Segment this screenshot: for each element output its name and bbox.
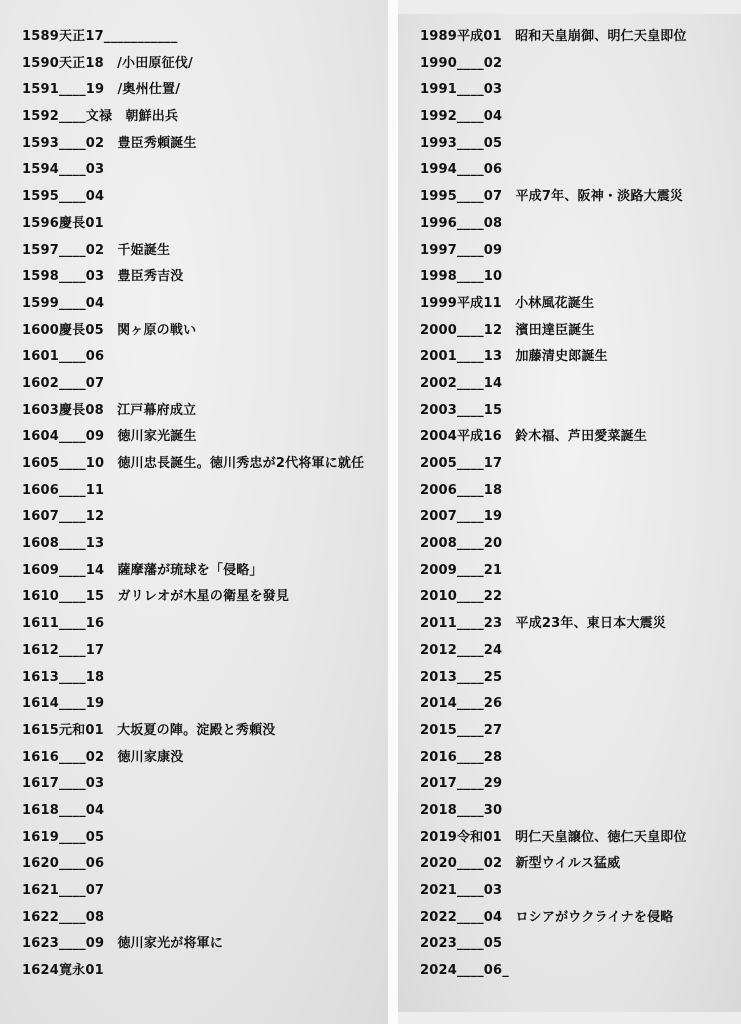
timeline-entry: 2016____28 — [420, 749, 503, 765]
timeline-entry: 2018____30 — [420, 802, 503, 818]
timeline-entry: 2007____19 — [420, 509, 503, 525]
timeline-entry: 2002____14 — [420, 375, 503, 391]
timeline-entry: 1605____10 徳川忠長誕生。徳川秀忠が2代将軍に就任 — [22, 456, 365, 471]
timeline-entry: 2022____04 ロシアがウクライナを侵略 — [420, 909, 674, 925]
timeline-entry: 2006____18 — [420, 482, 503, 498]
timeline-entry: 1994____06 — [420, 162, 503, 178]
timeline-entry: 1624寛永01 — [22, 963, 104, 979]
column-gap — [388, 0, 398, 1024]
timeline-entry: 1603慶長08 江戸幕府成立 — [22, 402, 197, 418]
timeline-entry: 1622____08 — [22, 909, 105, 925]
timeline-entry: 1990____02 — [420, 55, 503, 71]
timeline-entry: 1993____05 — [420, 135, 503, 151]
timeline-entry: 1999平成11 小林風花誕生 — [420, 295, 595, 311]
timeline-entry: 1623____09 徳川家光が将軍に — [22, 936, 224, 952]
timeline-entry: 1606____11 — [22, 482, 105, 498]
timeline-entry: 1616____02 徳川家康没 — [22, 749, 184, 765]
timeline-entry: 1992____04 — [420, 109, 503, 125]
timeline-entry: 1604____09 徳川家光誕生 — [22, 429, 197, 445]
timeline-entry: 2010____22 — [420, 589, 503, 605]
timeline-entry: 1589天正17___________ — [22, 29, 178, 44]
timeline-entry: 2021____03 — [420, 883, 503, 898]
timeline-entry: 2019令和01 明仁天皇譲位、徳仁天皇即位 — [420, 829, 687, 845]
timeline-entry: 2014____26 — [420, 696, 503, 712]
timeline-entry: 1594____03 — [22, 162, 105, 178]
timeline-entry: 1601____06 — [22, 349, 105, 365]
timeline-entry: 2005____17 — [420, 456, 503, 471]
timeline-entry: 1598____03 豊臣秀吉没 — [22, 269, 184, 285]
timeline-entry: 1619____05 — [22, 829, 105, 845]
timeline-entry: 1617____03 — [22, 776, 105, 792]
timeline-entry: 1612____17 — [22, 642, 105, 658]
timeline-entry: 2008____20 — [420, 536, 503, 552]
timeline-entry: 2012____24 — [420, 642, 503, 658]
timeline-right-column — [420, 28, 687, 989]
timeline-entry: 1591____19 /奥州仕置/ — [22, 82, 181, 98]
timeline-entry: 2001____13 加藤清史郎誕生 — [420, 349, 608, 365]
timeline-entry: 1618____04 — [22, 802, 105, 818]
timeline-entry: 1620____06 — [22, 856, 105, 872]
timeline-entry: 1595____04 — [22, 189, 105, 205]
timeline-entry: 1597____02 千姫誕生 — [22, 242, 171, 258]
timeline-entry: 2003____15 — [420, 402, 503, 418]
timeline-entry: 1600慶長05 関ヶ原の戦い — [22, 322, 197, 338]
timeline-entry: 2017____29 — [420, 776, 503, 792]
timeline-entry: 2004平成16 鈴木福、芦田愛菜誕生 — [420, 429, 648, 445]
timeline-entry: 1991____03 — [420, 82, 503, 98]
timeline-entry: 1609____14 薩摩藩が琉球を「侵略」 — [22, 562, 263, 578]
timeline-entry: 2009____21 — [420, 562, 503, 578]
timeline-entry: 1596慶長01 — [22, 215, 104, 231]
timeline-entry: 1615元和01 大坂夏の陣。淀殿と秀頼没 — [22, 722, 276, 738]
timeline-entry: 1614____19 — [22, 696, 105, 712]
timeline-entry: 2015____27 — [420, 722, 503, 738]
timeline-entry: 1611____16 — [22, 616, 105, 632]
timeline-entry: 1592____文禄 朝鮮出兵 — [22, 109, 179, 125]
timeline-entry: 2013____25 — [420, 669, 503, 685]
timeline-entry: 2011____23 平成23年、東日本大震災 — [420, 616, 666, 632]
timeline-entry: 1599____04 — [22, 295, 105, 311]
timeline-entry: 1995____07 平成7年、阪神・淡路大震災 — [420, 189, 684, 205]
timeline-left-column — [22, 28, 364, 989]
timeline-entry: 1996____08 — [420, 215, 503, 231]
timeline-entry: 1613____18 — [22, 669, 105, 685]
timeline-entry: 2020____02 新型ウイルス猛威 — [420, 856, 621, 872]
timeline-entry: 2024____06_ — [420, 963, 509, 979]
timeline-entry: 2000____12 濱田達臣誕生 — [420, 322, 595, 338]
timeline-entry: 1602____07 — [22, 375, 105, 391]
timeline-entry: 1607____12 — [22, 509, 105, 525]
timeline-entry: 1590天正18 /小田原征伐/ — [22, 55, 193, 71]
timeline-entry: 2023____05 — [420, 936, 503, 952]
timeline-entry: 1989平成01 昭和天皇崩御、明仁天皇即位 — [420, 29, 687, 44]
timeline-entry: 1608____13 — [22, 536, 105, 552]
timeline-entry: 1610____15 ガリレオが木星の衛星を發見 — [22, 589, 290, 605]
timeline-entry: 1997____09 — [420, 242, 503, 258]
timeline-entry: 1998____10 — [420, 269, 503, 285]
timeline-entry: 1621____07 — [22, 883, 105, 898]
timeline-entry: 1593____02 豊臣秀頼誕生 — [22, 135, 197, 151]
